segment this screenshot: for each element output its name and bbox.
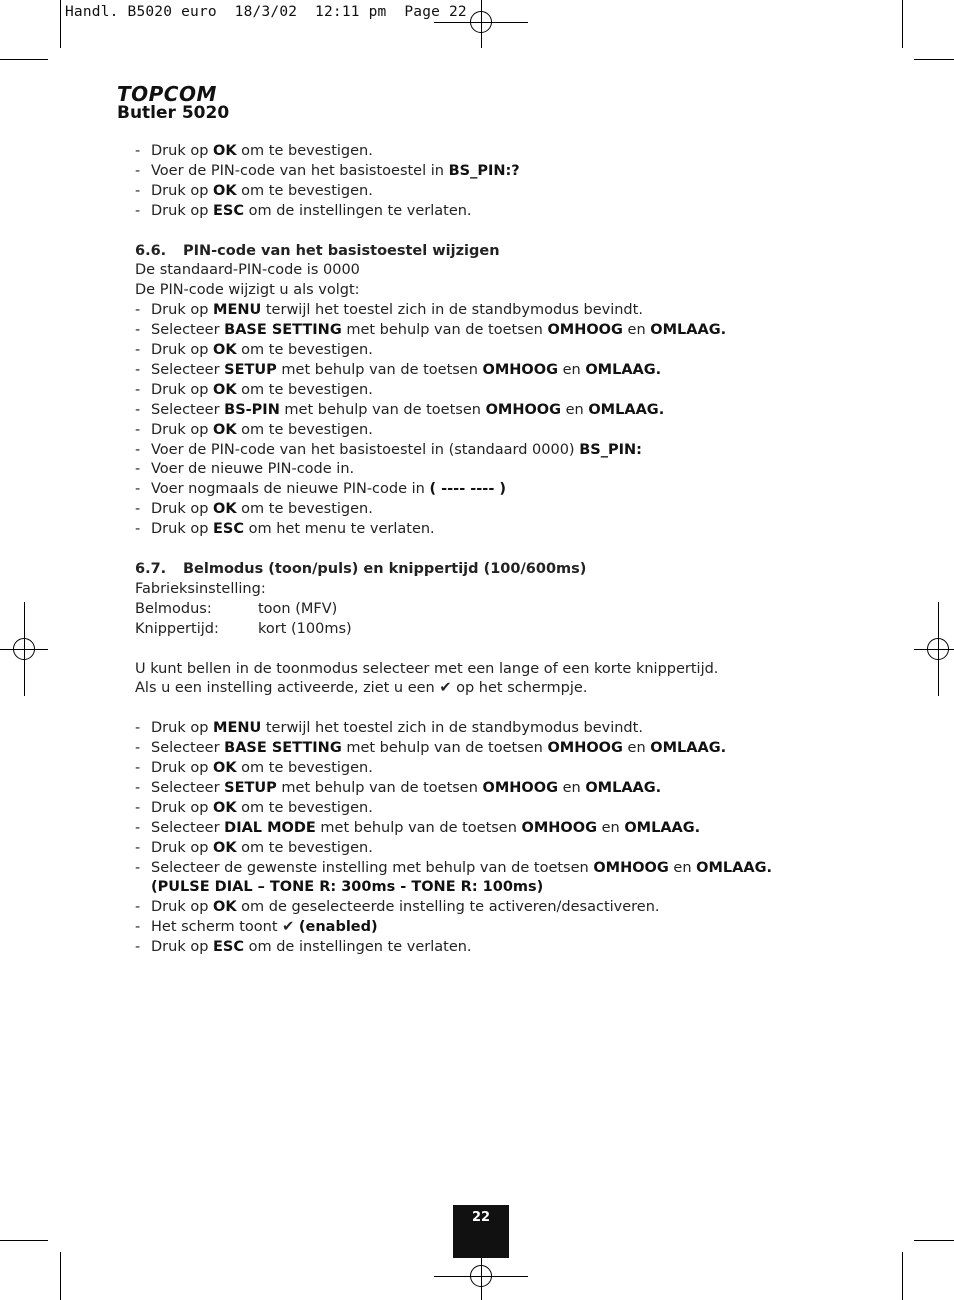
section-heading-6-6 bbox=[135, 242, 835, 262]
section-number: 6.6. bbox=[135, 242, 167, 259]
bullet-item: - Voer de PIN-code van het basistoestel in BS_PIN:? bbox=[135, 162, 835, 182]
bullet-item: - Het scherm toont ✔ (enabled) bbox=[135, 918, 835, 938]
bullet-item: - Druk op OK om te bevestigen. bbox=[135, 341, 835, 361]
registration-circle bbox=[470, 1265, 492, 1287]
crop-mark bbox=[902, 1252, 903, 1300]
paragraph-line: Als u een instelling activeerde, ziet u een ✔ op het schermpje. bbox=[135, 680, 588, 697]
section-title: Belmodus (toon/puls) en knippertijd (100/600ms) bbox=[183, 561, 587, 577]
crop-mark bbox=[914, 1240, 954, 1241]
crop-mark bbox=[902, 0, 903, 48]
crop-mark bbox=[0, 59, 48, 60]
section-6-6-bullet-list bbox=[135, 301, 835, 540]
section-number: 6.7. bbox=[135, 561, 167, 577]
intro-line: De standaard-PIN-code is 0000 bbox=[135, 262, 360, 279]
bullet-item: - Selecteer BASE SETTING met behulp van de toetsen OMHOOG en OMLAAG. bbox=[135, 321, 835, 341]
setting-key: Belmodus: bbox=[135, 600, 212, 617]
bullet-continuation: (PULSE DIAL – TONE R: 300ms - TONE R: 100ms) bbox=[151, 879, 544, 896]
crop-mark bbox=[914, 59, 954, 60]
setting-row bbox=[135, 620, 835, 640]
bullet-item: - Druk op MENU terwijl het toestel zich in de standbymodus bevindt. bbox=[135, 301, 835, 321]
bullet-item: - Druk op MENU terwijl het toestel zich in de standbymodus bevindt. bbox=[135, 719, 835, 739]
bullet-item: - Druk op OK om te bevestigen. bbox=[135, 142, 835, 162]
page-number: 22 bbox=[453, 1205, 509, 1258]
bullet-item: - Druk op OK om te bevestigen. bbox=[135, 759, 835, 779]
section-title: PIN-code van het basistoestel wijzigen bbox=[183, 242, 500, 259]
setting-key: Knippertijd: bbox=[135, 620, 219, 637]
bullet-item: - Druk op ESC om de instellingen te verlaten. bbox=[135, 938, 835, 958]
crop-mark bbox=[0, 1240, 48, 1241]
bullet-item: - Druk op ESC om het menu te verlaten. bbox=[135, 520, 835, 540]
registration-circle bbox=[470, 11, 492, 33]
print-slug: Handl. B5020 euro 18/3/02 12:11 pm Page 22 bbox=[65, 4, 467, 20]
setting-value: kort (100ms) bbox=[258, 620, 352, 637]
bullet-item: - Druk op OK om te bevestigen. bbox=[135, 799, 835, 819]
top-bullet-list bbox=[135, 142, 835, 222]
paragraph-line: U kunt bellen in de toonmodus selecteer met een lange of een korte knippertijd. bbox=[135, 660, 719, 677]
setting-row bbox=[135, 600, 835, 620]
bullet-item: - Voer nogmaals de nieuwe PIN-code in ( ---- ---- ) bbox=[135, 480, 835, 500]
bullet-item: - Druk op OK om te bevestigen. bbox=[135, 421, 835, 441]
crop-mark bbox=[60, 1252, 61, 1300]
bullet-item: - Selecteer SETUP met behulp van de toetsen OMHOOG en OMLAAG. bbox=[135, 779, 835, 799]
bullet-item: - Druk op OK om te bevestigen. bbox=[135, 500, 835, 520]
bullet-item: - Druk op OK om te bevestigen. bbox=[135, 182, 835, 202]
section-6-7-bullet-list bbox=[135, 719, 835, 878]
crop-mark bbox=[60, 0, 61, 48]
bullet-item: - Druk op OK om te bevestigen. bbox=[135, 381, 835, 401]
registration-circle bbox=[927, 638, 949, 660]
setting-value: toon (MFV) bbox=[258, 600, 338, 617]
intro-line: De PIN-code wijzigt u als volgt: bbox=[135, 282, 360, 299]
section-heading-6-7 bbox=[135, 560, 835, 580]
bullet-item: - Selecteer SETUP met behulp van de toetsen OMHOOG en OMLAAG. bbox=[135, 361, 835, 381]
bullet-item: - Selecteer BS-PIN met behulp van de toetsen OMHOOG en OMLAAG. bbox=[135, 401, 835, 421]
product-name: Butler 5020 bbox=[117, 103, 230, 123]
bullet-item: - Druk op ESC om de instellingen te verlaten. bbox=[135, 202, 835, 222]
bullet-item: - Druk op OK om te bevestigen. bbox=[135, 839, 835, 859]
section-6-7-bullet-list-after bbox=[135, 898, 835, 958]
bullet-item: - Selecteer BASE SETTING met behulp van de toetsen OMHOOG en OMLAAG. bbox=[135, 739, 835, 759]
topcom-logo: TOPCOM bbox=[117, 82, 217, 106]
bullet-item: - Selecteer de gewenste instelling met behulp van de toetsen OMHOOG en OMLAAG. bbox=[135, 859, 835, 879]
bullet-item: - Voer de PIN-code van het basistoestel in (standaard 0000) BS_PIN: bbox=[135, 441, 835, 461]
factory-label: Fabrieksinstelling: bbox=[135, 580, 266, 597]
manual-content bbox=[135, 142, 835, 958]
registration-circle bbox=[13, 638, 35, 660]
bullet-item: - Druk op OK om de geselecteerde instelling te activeren/desactiveren. bbox=[135, 898, 835, 918]
bullet-item: - Selecteer DIAL MODE met behulp van de toetsen OMHOOG en OMLAAG. bbox=[135, 819, 835, 839]
bullet-item: - Voer de nieuwe PIN-code in. bbox=[135, 460, 835, 480]
